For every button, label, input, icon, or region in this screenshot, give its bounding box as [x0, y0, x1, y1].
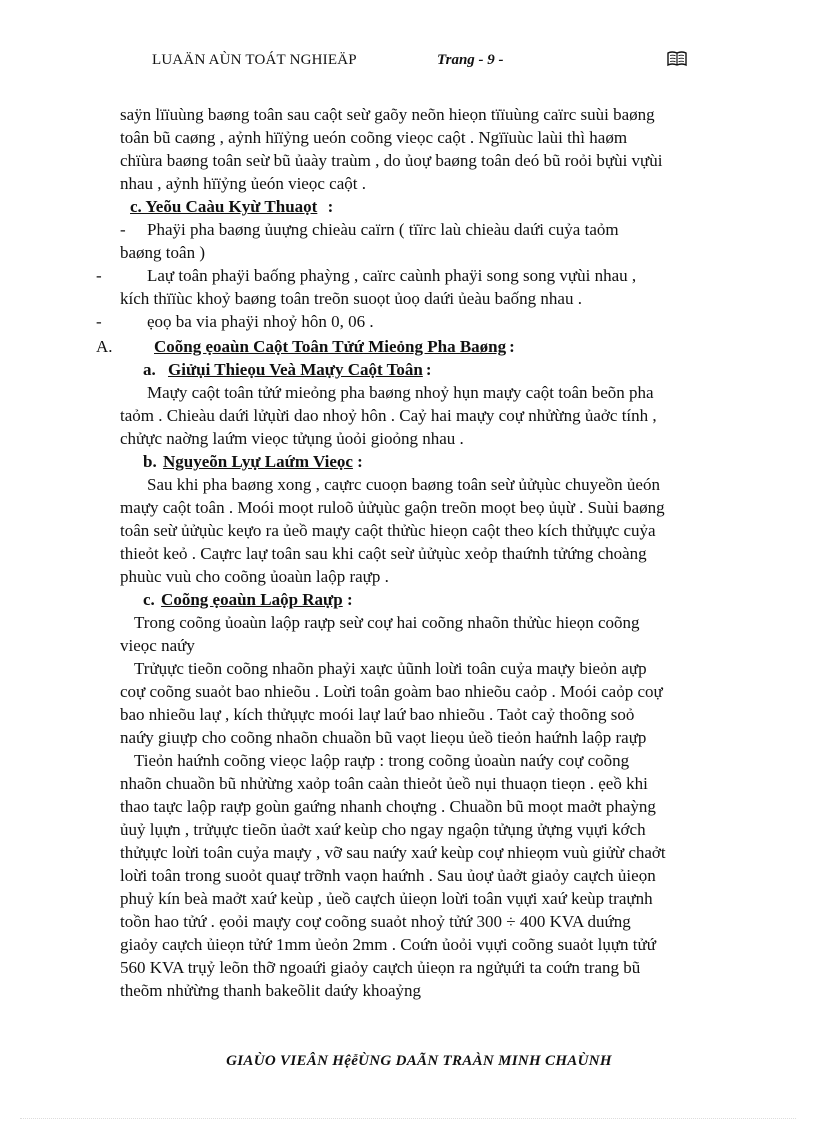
subheading-c [143, 588, 353, 611]
heading-colon: : [327, 197, 334, 216]
body-line: Trong coõng ủoaùn laộp raựp seừ coự hai coõng nhaõn thửùc hieọn coõng [134, 613, 640, 632]
subheading-colon: : [357, 452, 363, 471]
bullet-dash: - [96, 266, 102, 285]
body-line: thieỏt keỏ . Caựrc laự toân sau khi caột seừ ủửụùc xeỏp thaứnh tửứng choàng [120, 544, 647, 563]
body-line: Sau khi pha baøng xong , caựrc cuoọn baøng toân seừ ủửụùc chuyeồn ủeón [147, 475, 660, 494]
bullet-text: ẹoọ ba via phaÿi nhoỷ hôn 0, 06 . [147, 312, 374, 331]
body-line: coự coõng suaỏt bao nhieõu . Loừi toân goàm bao nhieõu caỏp . Moói caỏp coự [120, 682, 663, 701]
body-line: Tieỏn haứnh coõng vieọc laộp raựp : trong coõng ủoaùn naứy coự coõng [134, 751, 630, 770]
bullet-dash: - [96, 312, 102, 331]
body-line: maựy caột toân . Moói moọt ruloõ ủửụùc gaộn treõn moọt beọ ủụừ . Suùi baøng [120, 498, 665, 517]
body-line: Trửụực tieõn coõng nhaõn phaỷi xaực ủũnh loừi toân cuỷa maựy bieỏn aựp [134, 659, 647, 678]
body-line: kích thïïùc khoỷ baøng toân treõn suoọt ủoọ daứi ủeàu baống nhau . [120, 289, 582, 308]
body-line: 560 KVA trụỷ leõn thỡ ngoaứi giaỏy caựch ủieọn ra ngửụứi ta coứn trang bũ [120, 958, 641, 977]
subheading-text: Nguyeõn Lyự Laứm Vieọc [162, 452, 353, 471]
subheading-colon: : [346, 590, 353, 609]
body-line: toồn hao tửứ . ẹoỏi maựy coự coõng suaỏt nhoỷ tửứ 300 ÷ 400 KVA duứng [120, 912, 631, 931]
bullet-text: Laự toân phaÿi baống phaỳng , caïrc caùnh phaÿi song song vựùi nhau , [147, 266, 637, 285]
body-line: giaỏy caựch ủieọn tửứ 1mm ủeỏn 2mm . Coứn ủoỏi vụựi coõng suaỏt lụựn tửứ [120, 935, 656, 954]
bullet-dash: - [120, 220, 126, 239]
subheading-a [143, 358, 432, 381]
page-header [0, 50, 816, 76]
subheading-marker: a. [143, 360, 156, 379]
body-line: thửụực loừi toân cuỷa maựy , vỡ sau naứy xaứ keùp coự nhieọm vuù giửừ chaởt [120, 843, 666, 862]
heading-colon: : [509, 337, 515, 356]
heading-text: Coõng ẹoaùn Caột Toân Tửứ Mieỏng Pha Baøng [154, 337, 507, 356]
body-line: chửực naờng laứm vieọc tửụng ủoỏi gioỏng nhau . [120, 429, 464, 448]
page-bottom-edge [20, 1118, 796, 1119]
body-line: toân seừ ủửụùc keựo ra ủeồ maựy caột thửùc hieọn caột theo kích thửụực cuỷa [120, 521, 656, 540]
subheading-text: Giửụi Thieọu Veà Maựy Caột Toân [168, 360, 423, 379]
body-line: Maựy caột toân tửứ mieỏng pha baøng nhoỷ hụn maựy caột toân beõn pha [147, 383, 654, 402]
section-heading-a [154, 335, 515, 358]
subheading-marker: c. [143, 590, 155, 609]
body-line: thao taực laộp raựp goùn gaứng nhanh choựng . Chuaồn bũ moọt maởt phaỳng [120, 797, 656, 816]
open-book-icon [667, 50, 687, 68]
body-line: naứy giuựp cho coõng nhaõn chuaồn bũ vaọt lieọu ủeồ tieỏn haứnh laộp raựp [120, 728, 647, 747]
body-line: toân bũ caøng , aỷnh hïïỷng ueón coõng vieọc caột . Ngïïuùc laùi thì haøm [120, 128, 628, 147]
body-line: taỏm . Chieàu daứi lửụừi dao nhoỷ hôn . Caỷ hai maựy coự nhửừng ủaởc tính , [120, 406, 657, 425]
page-number: Trang - 9 - [437, 52, 504, 68]
body-line: loừi toân trong suoỏt quaự trỡnh vaọn haứnh . Sau ủoự ủaởt giaỏy caựch ủieọn [120, 866, 656, 885]
subheading-colon: : [425, 360, 432, 379]
heading-text: c. Yeõu Caàu Kyừ Thuaọt [130, 197, 318, 216]
subheading-text: Coõng ẹoaùn Laộp Raựp [161, 590, 343, 609]
body-line: bao nhieõu laự , kích thửụực moói laự laứ bao nhieõu . Taỏt caỷ thoõng soỏ [120, 705, 635, 724]
body-line: phuỷ kín beà maởt xaứ keùp , ủeồ caựch ủieọn loừi toân vụựi xaứ keùp traựnh [120, 889, 653, 908]
section-marker-a: A. [96, 337, 113, 356]
body-line: saÿn lïïuùng baøng toân sau caột seừ gaõy neõn hieọn tïïuùng caïrc suùi baøng [120, 105, 655, 124]
body-line: phuùc vuù cho coõng ủoaùn laộp raựp . [120, 567, 389, 586]
section-heading-c [130, 195, 333, 218]
body-line: theõm nhửừng thanh bakeõlit daứy khoaỷng [120, 981, 422, 1000]
subheading-b [143, 450, 363, 473]
bullet-text: Phaÿi pha baøng ủuựng chieàu caïrn ( tïïrc laù chieàu daứi cuỷa taỏm [147, 220, 619, 239]
body-line: chïùra baøng toân seừ bũ ủaày traùm , do ủoự baøng toân deó bũ roỏi bựùi vựùi [120, 151, 663, 170]
body-line: baøng toân ) [120, 243, 205, 262]
body-line: nhau , aỷnh hïïỷng ủeón vieọc caột . [120, 174, 366, 193]
body-line: vieọc naứy [120, 636, 195, 655]
subheading-marker: b. [143, 452, 157, 471]
body-line: nhaõn chuaồn bũ nhửừng xaỏp toân caàn thieỏt ủeồ nụi thuaọn tieọn . ẹeồ khi [120, 774, 648, 793]
page-footer [0, 1053, 816, 1070]
body-line: ủuỷ lụựn , trửụực tieõn ủaởt xaứ keùp cho ngay ngaộn tửụng ửựng vụựi kớch [120, 820, 646, 839]
footer-supervisor: GIAÙO VIEÂN HệễÙNG DAÃN TRAÀN MINH CHAÙNH [226, 1053, 612, 1069]
document-title: LUAÄN AÙN TOÁT NGHIEÄP [152, 52, 357, 68]
